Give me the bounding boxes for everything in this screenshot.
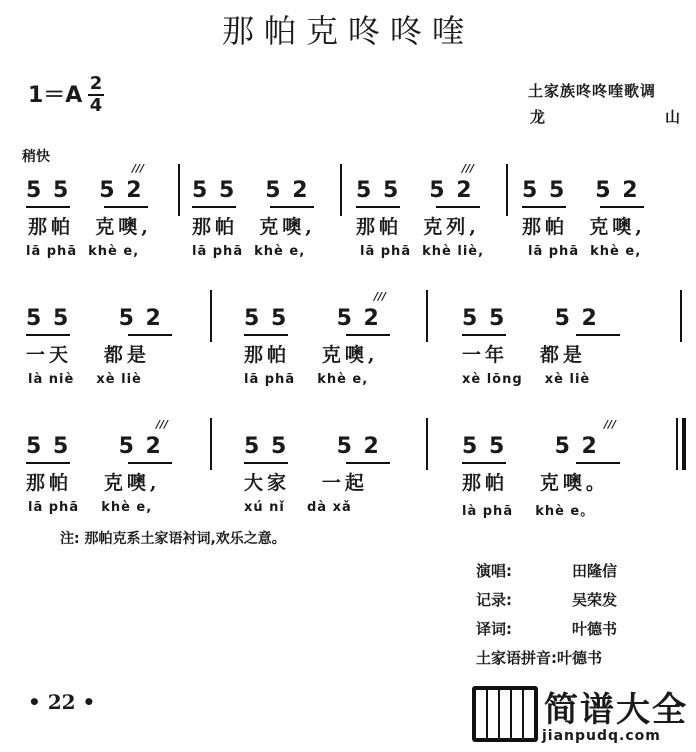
barline [340,164,342,216]
beat-underline [576,462,620,464]
trill-mark-icon: /// [462,162,475,175]
lyric: 一天 都是 [26,344,150,366]
key-signature: 1＝A [28,83,83,108]
time-denominator: 4 [89,95,103,116]
staff-row-1 [0,162,696,272]
song-source: 土家族咚咚喹歌调 [528,82,657,100]
beat-underline [244,334,288,336]
lyric: 那帕 克噢, [244,344,379,366]
notes: 5 5 5 2 [522,178,640,203]
notes: 5 5 5 2 [244,434,381,459]
credits [476,556,617,672]
pinyin: lā phā khè e, [28,500,153,515]
page-number: • 22 • [28,690,96,714]
notes: 5 5 5 2 [26,434,163,459]
trill-mark-icon: /// [604,418,617,431]
credit-value: 吴荣发 [572,591,618,609]
pinyin: xè lōng xè liè [462,372,591,387]
time-numerator: 2 [89,73,103,94]
beat-underline [436,206,480,208]
trill-mark-icon: /// [132,162,145,175]
pinyin: là phā khè e。 [462,504,595,519]
credit-label: 译词: [476,620,512,638]
beat-underline [192,206,236,208]
pinyin: là niè xè liè [28,372,142,387]
notes: 5 5 5 2 [356,178,474,203]
credit-row [476,643,617,672]
trill-mark-icon: /// [156,418,169,431]
credit-row [476,614,617,643]
notes: 5 5 5 2 [244,306,381,331]
staff-row-3 [0,418,696,528]
footnote: 注: 那帕克系土家语衬词,欢乐之意。 [60,531,286,547]
credit-row [476,556,617,585]
beat-underline [26,334,70,336]
lyric: 大家 一起 [244,472,368,494]
page-title: 那帕克咚咚喹 [221,12,474,50]
lyric: 那帕 克噢, [522,216,646,238]
credit-row [476,585,617,614]
pinyin: lā phā khè e, [192,244,306,259]
credit-label: 演唱: [476,562,512,580]
region-part-a: 龙 [530,108,546,126]
lyric: 那帕 克列, [356,216,480,238]
credit-value: 田隆信 [572,562,618,580]
beat-underline [270,206,314,208]
pinyin: lā phā khè e, [26,244,140,259]
beat-underline [26,206,70,208]
beat-underline [346,462,390,464]
credit-label: 土家语拼音: [476,649,557,667]
tempo-marking: 稍快 [22,149,50,165]
notes: 5 5 5 2 [462,306,599,331]
beat-underline [128,462,172,464]
notes: 5 5 5 2 [192,178,310,203]
beat-underline [356,206,400,208]
lyric: 那帕 克噢。 [462,472,609,494]
time-signature [88,74,104,116]
lyric: 那帕 克噢, [26,472,161,494]
beat-underline [576,334,620,336]
lyric: 一年 都是 [462,344,586,366]
trill-mark-icon: /// [374,290,387,303]
notes: 5 5 5 2 [26,306,163,331]
beat-underline [26,462,70,464]
pinyin: lā phā khè liè, [360,244,485,259]
credit-value: 叶德书 [572,620,618,638]
barline [680,290,682,342]
beat-underline [600,206,644,208]
final-barline-thick [682,418,686,470]
piano-icon [472,686,538,742]
beat-underline [128,334,172,336]
beat-underline [462,334,506,336]
lyric: 那帕 克噢, [192,216,316,238]
notes: 5 5 5 2 [462,434,599,459]
barline [506,164,508,216]
logo-text: 简谱大全 [544,690,688,730]
region-part-b: 山 [664,108,680,126]
song-region [530,106,680,127]
final-barline-thin [676,418,678,470]
beat-underline [346,334,390,336]
barline [426,418,428,470]
beat-underline [104,206,148,208]
pinyin: lā phā khè e, [244,372,369,387]
pinyin: xú nǐ dà xǎ [244,500,352,515]
pinyin: lā phā khè e, [528,244,642,259]
beat-underline [522,206,566,208]
credit-label: 记录: [476,591,512,609]
beat-underline [244,462,288,464]
logo-url[interactable]: jianpudq.com [542,728,661,744]
credit-value: 叶德书 [557,649,603,667]
notes: 5 5 5 2 [26,178,144,203]
barline [426,290,428,342]
barline [210,290,212,342]
barline [178,164,180,216]
staff-row-2 [0,290,696,400]
beat-underline [462,462,506,464]
barline [210,418,212,470]
site-logo[interactable] [472,686,694,750]
lyric: 那帕 克噢, [28,216,152,238]
